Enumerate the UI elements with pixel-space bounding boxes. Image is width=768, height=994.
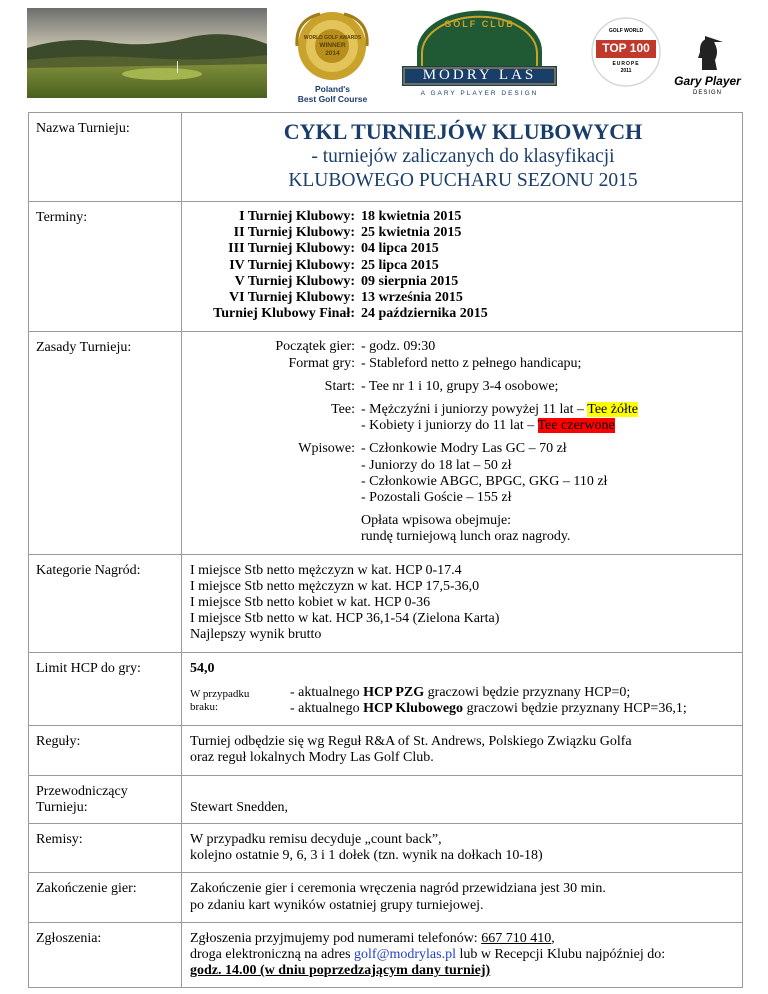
regs-text: [190, 726, 736, 774]
date-key: III Turniej Klubowy:: [228, 241, 355, 257]
row-name: [29, 113, 743, 202]
modry-las-logo: [392, 6, 567, 106]
entries-text: [190, 923, 736, 988]
date-value: 04 lipca 2015: [361, 241, 439, 257]
rules-grid: [190, 332, 736, 553]
date-key: Turniej Klubowy Finał:: [213, 306, 355, 322]
row-regs: [29, 726, 743, 775]
top100-l1: GOLF WORLD: [608, 28, 644, 34]
cell-limit: [182, 652, 743, 726]
row-rules: [29, 332, 743, 554]
award-text: [275, 34, 390, 58]
entries-line-2-post: lub w Recepcji Klubu najpóźniej do:: [455, 946, 666, 962]
label-prizes: Kategorie Nagród:: [29, 554, 182, 652]
ties-line-1: W przypadku remisu decyduje „count back”,: [190, 831, 442, 847]
dates-list: [190, 202, 736, 331]
gary-sub: DESIGN: [692, 90, 722, 96]
date-key: V Turniej Klubowy:: [234, 273, 355, 289]
brak-line-1-pre: - aktualnego: [290, 684, 364, 700]
ties-line-2: kolejno ostatnie 9, 6, 3 i 1 dołek (tzn. wynik na dołkach 10-18): [190, 848, 543, 864]
title-sub-1: - turniejów zaliczanych do klasyfikacji: [311, 146, 615, 167]
rule-value-tee-start: - Tee nr 1 i 10, grupy 3-4 osobowe;: [361, 378, 559, 394]
entries-line-2-pre: droga elektroniczną na adres: [190, 946, 355, 962]
label-ties: Remisy:: [29, 823, 182, 872]
entries-line-1-pre: Zgłoszenia przyjmujemy pod numerami telefonów:: [190, 930, 482, 946]
cell-end: [182, 873, 743, 922]
tee-yellow-highlight: Tee żółte: [587, 402, 638, 418]
row-chair: [29, 775, 743, 823]
award-line-2: WINNER: [319, 42, 346, 49]
rule-key-tee-start: Start:: [324, 378, 355, 394]
prize-item: I miejsce Stb netto w kat. HCP 36,1-54 (Zielona Karta): [190, 611, 500, 627]
prize-item: I miejsce Stb netto kobiet w kat. HCP 0-36: [190, 595, 431, 611]
label-limit: Limit HCP do gry:: [29, 652, 182, 726]
rule-value-tee: [361, 402, 736, 434]
fee-item: - Członkowie Modry Las GC – 70 zł: [361, 441, 567, 457]
tee-red-highlight: Tee czerwone: [537, 418, 615, 434]
letterhead: [0, 0, 768, 112]
club-logo-sub: A GARY PLAYER DESIGN: [420, 90, 539, 97]
prize-item: I miejsce Stb netto mężczyzn w kat. HCP 17,5-36,0: [190, 578, 480, 594]
cell-regs: [182, 726, 743, 775]
label-chair-1: Przewodniczący: [36, 783, 128, 799]
cell-ties: [182, 823, 743, 872]
prize-list: [190, 555, 736, 652]
phone-number[interactable]: 667 710 410: [481, 930, 552, 946]
date-value: 09 sierpnia 2015: [361, 273, 459, 289]
top100-l2: TOP 100: [602, 41, 650, 55]
cell-rules: [182, 332, 743, 554]
row-prizes: [29, 554, 743, 652]
rule-key-fee: Wpisowe:: [298, 441, 355, 457]
title-main: CYKL TURNIEJÓW KLUBOWYCH: [283, 119, 643, 144]
tournament-info-table: [28, 112, 743, 988]
rule-key-tee: Tee:: [331, 402, 355, 418]
date-key: II Turniej Klubowy:: [233, 225, 355, 241]
limit-conditions: [190, 685, 736, 725]
rule-key-format: Format gry:: [288, 355, 355, 371]
tee-men-text: - Mężczyźni i juniorzy powyżej 11 lat –: [361, 402, 588, 418]
tee-women-text: - Kobiety i juniorzy do 11 lat –: [361, 418, 538, 434]
brak-line-1: [290, 685, 736, 701]
tournament-title: [190, 113, 736, 201]
ties-text: [190, 824, 736, 872]
brak-line-1-post: graczowi będzie przyznany HCP=0;: [424, 684, 631, 700]
fee-item: - Juniorzy do 18 lat – 50 zł: [361, 457, 512, 473]
top100-l4: 2011: [620, 68, 632, 74]
date-key: IV Turniej Klubowy:: [229, 257, 355, 273]
prize-item: Najlepszy wynik brutto: [190, 627, 322, 643]
brak-line-2-pre: - aktualnego: [290, 701, 364, 717]
cell-dates: [182, 202, 743, 332]
top-100-badge: [590, 16, 662, 98]
brak-lines: [290, 685, 736, 717]
award-line-1: WORLD GOLF AWARDS: [303, 35, 362, 41]
rule-value-format: - Stableford netto z pełnego handicapu;: [361, 355, 582, 371]
entries-deadline: godz. 14.00 (w dniu poprzedzającym dany turniej): [190, 963, 491, 979]
cell-prizes: [182, 554, 743, 652]
label-rules: Zasady Turnieju:: [29, 332, 182, 554]
brak-label-1: W przypadku: [190, 687, 250, 700]
entries-line-1: Zgłoszenia przyjmujemy pod numerami telefonów: 667 710 410,: [190, 930, 555, 946]
award-caption-line-2: Best Golf Course: [297, 94, 368, 104]
row-ties: [29, 823, 743, 872]
club-logo-name: MODRY LAS: [422, 67, 537, 83]
regs-line-1: Turniej odbędzie się wg Reguł R&A of St. Andrews, Polskiego Związku Golfa: [190, 734, 632, 750]
top100-l3: EUROPE: [612, 61, 640, 67]
golf-course-photo: [27, 8, 267, 98]
date-value: 25 kwietnia 2015: [361, 225, 462, 241]
row-dates: [29, 202, 743, 332]
cell-entries: [182, 922, 743, 988]
brak-label: [190, 685, 290, 717]
tee-men: [361, 402, 736, 418]
limit-value: 54,0: [190, 660, 215, 676]
brak-line-2-post: graczowi będzie przyznany HCP=36,1;: [463, 701, 687, 717]
label-entries: Zgłoszenia:: [29, 922, 182, 988]
brak-line-1-bold: HCP PZG: [363, 684, 425, 700]
tee-women: [361, 418, 736, 434]
date-key: I Turniej Klubowy:: [239, 209, 355, 224]
award-caption-line-1: Poland's: [314, 84, 351, 94]
date-value: 18 kwietnia 2015: [361, 209, 462, 224]
brak-line-2-bold: HCP Klubowego: [363, 701, 464, 717]
rule-value-fee: [361, 441, 736, 545]
rule-value-start: - godz. 09:30: [361, 339, 436, 355]
date-key: VI Turniej Klubowy:: [228, 290, 355, 306]
label-end: Zakończenie gier:: [29, 873, 182, 922]
award-caption: [275, 84, 390, 104]
row-limit: [29, 652, 743, 726]
rule-key-start: Początek gier:: [275, 339, 355, 355]
title-sub-2: KLUBOWEGO PUCHARU SEZONU 2015: [288, 170, 638, 191]
award-line-3: 2014: [325, 50, 340, 57]
end-line-2: po zdaniu kart wyników ostatniej grupy turniejowej.: [190, 897, 484, 913]
club-logo-top: GOLF CLUB: [444, 19, 515, 29]
fee-note-1: Opłata wpisowa obejmuje:: [361, 513, 512, 529]
date-value: 25 lipca 2015: [361, 257, 439, 273]
gary-player-design-logo: [665, 34, 750, 104]
label-name: Nazwa Turnieju:: [29, 113, 182, 202]
brak-line-2: [290, 701, 736, 717]
entries-line-2: [190, 947, 736, 963]
label-chair-2: Turnieju:: [36, 799, 88, 815]
brak-label-2: braku:: [190, 700, 219, 713]
label-regs: Reguły:: [29, 726, 182, 775]
end-text: [190, 873, 736, 921]
fee-note-2: rundę turniejową lunch oraz nagrody.: [361, 529, 571, 545]
chair-value: Stewart Snedden,: [190, 799, 288, 815]
end-line-1: Zakończenie gier i ceremonia wręczenia nagród przewidziana jest 30 min.: [190, 881, 606, 897]
regs-line-2: oraz reguł lokalnych Modry Las Golf Club.: [190, 750, 434, 766]
gary-name: Gary Player: [674, 74, 741, 88]
prize-item: I miejsce Stb netto mężczyzn w kat. HCP 0-17.4: [190, 562, 462, 578]
label-dates: Terminy:: [29, 202, 182, 332]
world-golf-awards-badge: [275, 6, 390, 106]
email-link[interactable]: golf@modrylas.pl: [354, 946, 456, 962]
fee-item: - Członkowie ABGC, BPGC, GKG – 110 zł: [361, 473, 608, 489]
date-value: 24 października 2015: [361, 306, 488, 322]
date-value: 13 września 2015: [361, 290, 463, 306]
cell-chair: [182, 775, 743, 823]
label-chair: [29, 775, 182, 823]
row-entries: [29, 922, 743, 988]
cell-name: [182, 113, 743, 202]
row-end: [29, 873, 743, 922]
fee-item: - Pozostali Goście – 155 zł: [361, 490, 512, 506]
